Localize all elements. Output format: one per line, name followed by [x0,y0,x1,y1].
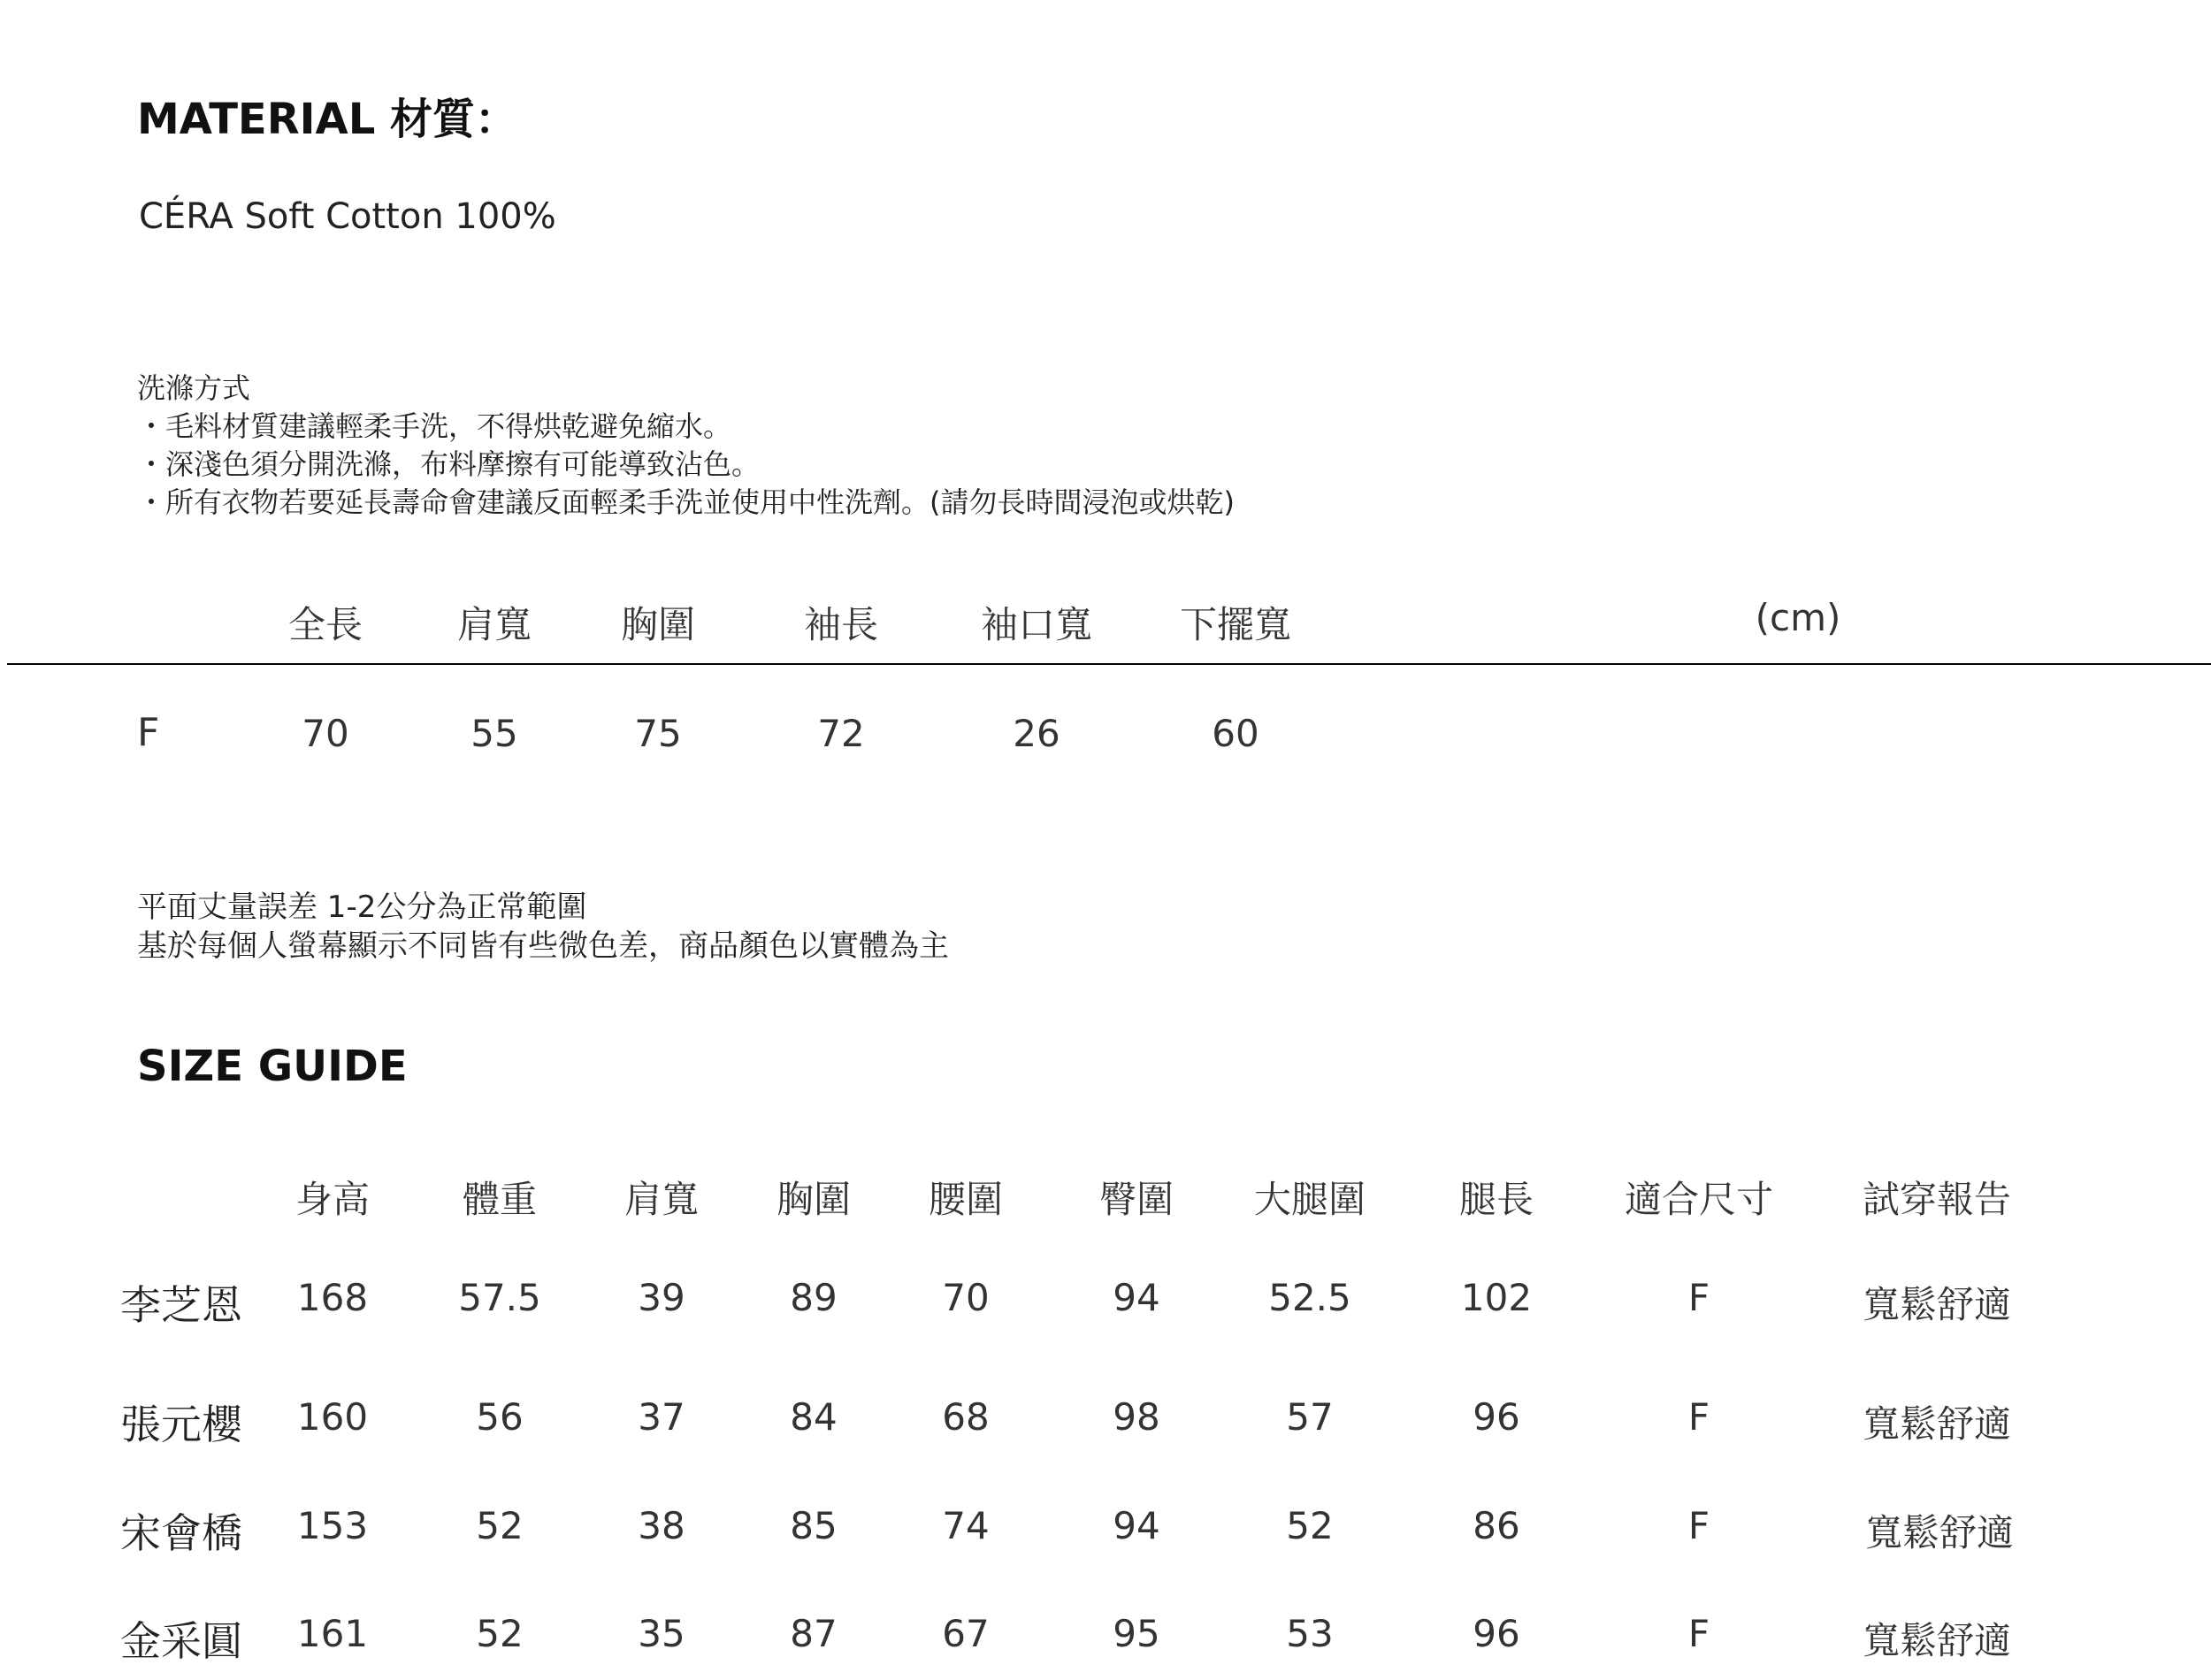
note-line: 平面丈量誤差 1-2公分為正常範圍 [137,890,587,925]
guide-value: 168 [296,1276,369,1319]
guide-value: 94 [1113,1276,1160,1319]
measure-header-shoulder: 肩寬 [456,603,532,646]
guide-value: 寬鬆舒適 [1862,1402,2012,1446]
guide-header-thigh: 大腿圍 [1253,1178,1366,1221]
guide-value: 寬鬆舒適 [1862,1283,2012,1326]
guide-header-fit-report: 試穿報告 [1862,1178,2012,1221]
guide-value: 161 [296,1612,369,1655]
model-name: 宋會橋 [120,1509,242,1557]
care-line: ・毛料材質建議輕柔手洗，不得烘乾避免縮水。 [137,409,732,443]
model-name: 李芝恩 [120,1281,242,1329]
guide-value: 52 [1286,1504,1334,1547]
guide-value: 39 [638,1276,685,1319]
guide-value: F [1687,1504,1710,1547]
care-line: ・深淺色須分開洗滌，布料摩擦有可能導致沾色。 [137,447,761,481]
guide-value: 153 [296,1504,369,1547]
measure-value-sleeve-length: 72 [817,712,865,755]
measure-header-hem-width: 下擺寬 [1179,603,1292,646]
measure-value-cuff-width: 26 [1013,712,1060,755]
guide-value: 56 [476,1395,524,1439]
measure-header-chest: 胸圍 [620,603,696,646]
guide-value: 38 [638,1504,685,1547]
guide-value: 160 [296,1395,369,1439]
guide-header-height: 身高 [295,1178,371,1221]
care-line: ・所有衣物若要延長壽命會建議反面輕柔手洗並使用中性洗劑。(請勿長時間浸泡或烘乾) [137,485,1235,519]
guide-value: 52 [476,1504,524,1547]
guide-value: F [1687,1395,1710,1439]
guide-value: 84 [790,1395,838,1439]
guide-header-leg-length: 腿長 [1458,1178,1534,1221]
guide-value: 57.5 [458,1276,541,1319]
guide-value: 86 [1473,1504,1520,1547]
guide-value: 67 [942,1612,990,1655]
guide-value: 85 [790,1504,838,1547]
guide-value: 57 [1286,1395,1334,1439]
guide-header-waist: 腰圍 [928,1178,1004,1221]
guide-value: 寬鬆舒適 [1864,1511,2015,1554]
guide-value: 74 [942,1504,990,1547]
guide-value: 35 [638,1612,685,1655]
guide-value: F [1687,1276,1710,1319]
guide-value: 52.5 [1268,1276,1351,1319]
guide-value: 102 [1460,1276,1533,1319]
guide-header-hip: 臀圍 [1098,1178,1174,1221]
size-label: F [137,710,160,755]
guide-value: 70 [942,1276,990,1319]
guide-value: 52 [476,1612,524,1655]
guide-value: 89 [790,1276,838,1319]
guide-value: 96 [1473,1395,1520,1439]
guide-value: 95 [1113,1612,1160,1655]
guide-value: F [1687,1612,1710,1655]
table-divider [7,663,2211,665]
measure-value-hem-width: 60 [1212,712,1259,755]
size-guide-heading: SIZE GUIDE [137,1042,408,1091]
model-name: 金采圓 [120,1617,242,1665]
guide-value: 68 [942,1395,990,1439]
measure-header-cuff-width: 袖口寬 [980,603,1093,646]
model-name: 張元櫻 [120,1401,242,1448]
guide-header-weight: 體重 [462,1178,538,1221]
guide-value: 37 [638,1395,685,1439]
measure-value-chest: 75 [634,712,682,755]
guide-value: 53 [1286,1612,1334,1655]
guide-value: 寬鬆舒適 [1862,1619,2012,1662]
guide-header-chest: 胸圍 [776,1178,852,1221]
material-value: CÉRA Soft Cotton 100% [139,196,556,237]
note-line: 基於每個人螢幕顯示不同皆有些微色差，商品顏色以實體為主 [137,928,949,964]
measure-unit: (cm) [1755,596,1841,639]
material-heading: MATERIAL 材質： [137,95,517,144]
guide-value: 94 [1113,1504,1160,1547]
measure-header-length: 全長 [287,603,363,646]
guide-value: 87 [790,1612,838,1655]
care-title: 洗滌方式 [137,371,251,405]
measure-header-sleeve-length: 袖長 [803,603,879,646]
guide-value: 96 [1473,1612,1520,1655]
guide-header-shoulder: 肩寬 [624,1178,700,1221]
guide-value: 98 [1113,1395,1160,1439]
measure-value-length: 70 [302,712,349,755]
guide-header-fit-size: 適合尺寸 [1624,1178,1774,1221]
measure-value-shoulder: 55 [471,712,518,755]
